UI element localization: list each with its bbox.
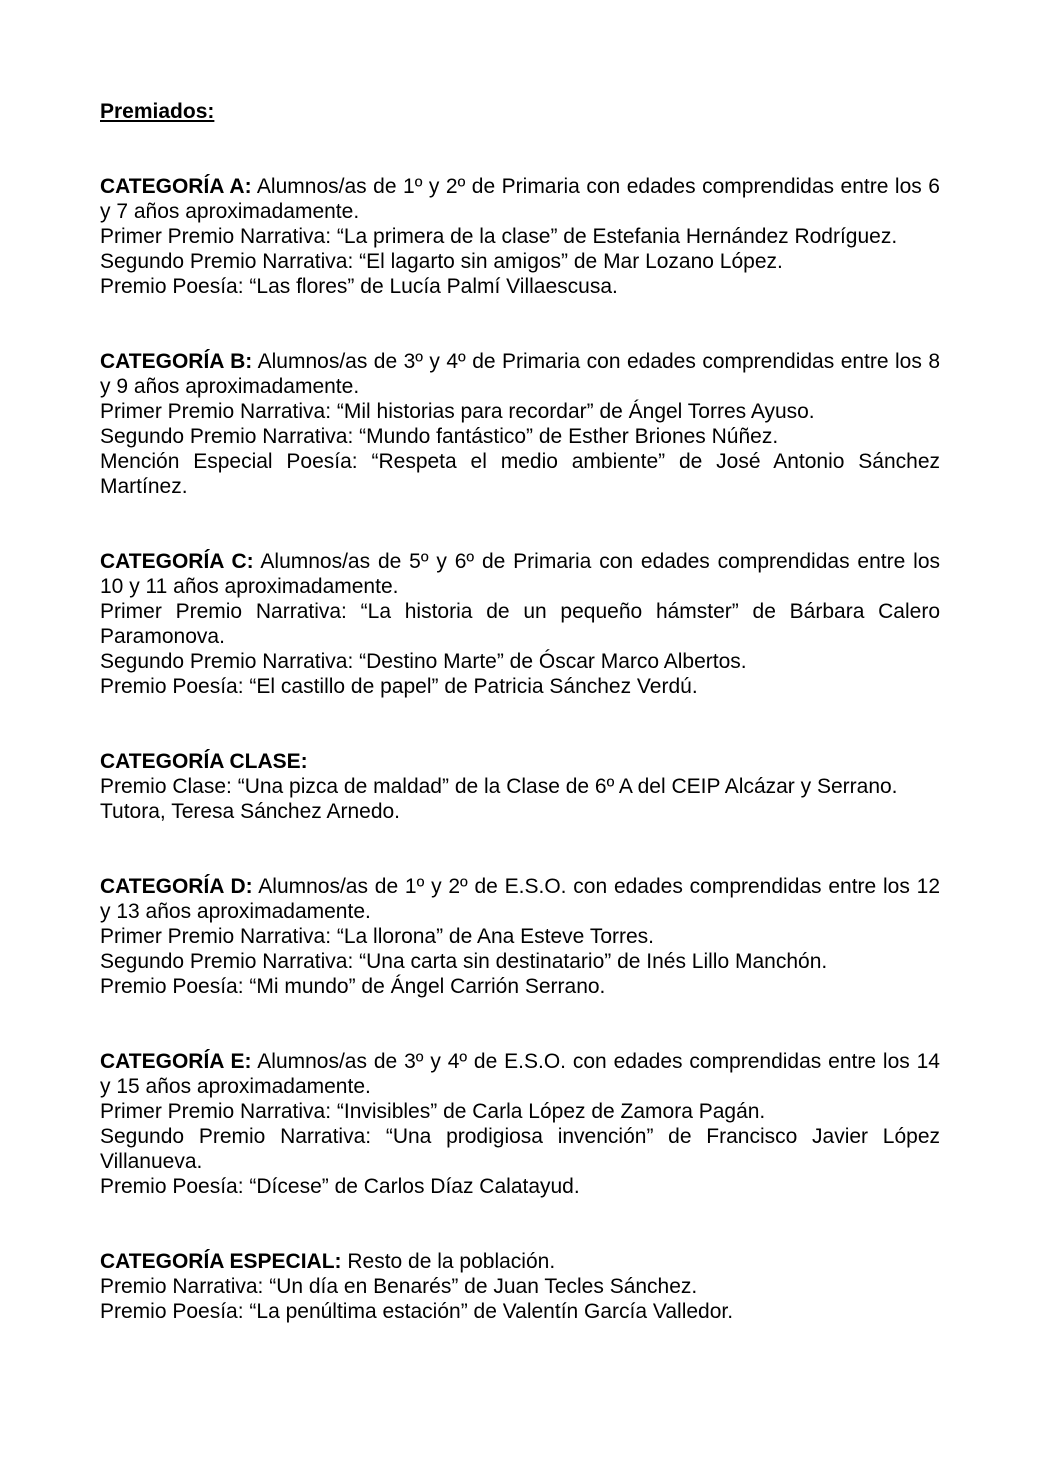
prize-line: Premio Poesía: “Las flores” de Lucía Palmí Villaescusa.	[100, 275, 618, 298]
section-categoria-d	[100, 874, 940, 999]
prize-line: Segundo Premio Narrativa: “Una carta sin destinatario” de Inés Lillo Manchón.	[100, 950, 828, 973]
prize-line: Primer Premio Narrativa: “La llorona” de Ana Esteve Torres.	[100, 925, 654, 948]
section-categoria-especial	[100, 1249, 940, 1324]
prize-line: Mención Especial Poesía: “Respeta el medio ambiente” de José Antonio Sánchez Martínez.	[100, 450, 940, 498]
prize-line: Segundo Premio Narrativa: “Destino Marte” de Óscar Marco Albertos.	[100, 650, 747, 673]
prize-line: Primer Premio Narrativa: “Invisibles” de Carla López de Zamora Pagán.	[100, 1100, 766, 1123]
prize-line: Premio Poesía: “Dícese” de Carlos Díaz Calatayud.	[100, 1175, 580, 1198]
document-title	[100, 99, 940, 124]
category-label: CATEGORÍA A:	[100, 175, 252, 198]
category-label: CATEGORÍA ESPECIAL:	[100, 1250, 342, 1273]
prize-line: Primer Premio Narrativa: “La primera de la clase” de Estefania Hernández Rodríguez.	[100, 225, 898, 248]
section-categoria-a	[100, 174, 940, 299]
category-intro: Resto de la población.	[347, 1250, 556, 1273]
prize-line: Segundo Premio Narrativa: “Mundo fantástico” de Esther Briones Núñez.	[100, 425, 779, 448]
category-intro: Alumnos/as de 1º y 2º de E.S.O. con edades comprendidas entre los 12 y 13 años aproximadamente.	[100, 875, 940, 923]
category-label: CATEGORÍA C:	[100, 550, 254, 573]
category-heading	[100, 1049, 940, 1099]
category-intro: Alumnos/as de 3º y 4º de E.S.O. con edades comprendidas entre los 14 y 15 años aproximadamente.	[100, 1050, 940, 1098]
prize-line: Premio Clase: “Una pizca de maldad” de la Clase de 6º A del CEIP Alcázar y Serrano.	[100, 775, 898, 798]
prize-line: Segundo Premio Narrativa: “Una prodigiosa invención” de Francisco Javier López Villanueva.	[100, 1125, 940, 1173]
prize-line: Premio Narrativa: “Un día en Benarés” de Juan Tecles Sánchez.	[100, 1275, 698, 1298]
prize-line: Premio Poesía: “La penúltima estación” de Valentín García Valledor.	[100, 1300, 734, 1323]
prize-line: Tutora, Teresa Sánchez Arnedo.	[100, 800, 401, 823]
category-heading	[100, 174, 940, 224]
category-label: CATEGORÍA CLASE:	[100, 750, 308, 773]
category-label: CATEGORÍA E:	[100, 1050, 252, 1073]
prize-line: Premio Poesía: “El castillo de papel” de Patricia Sánchez Verdú.	[100, 675, 698, 698]
category-label: CATEGORÍA D:	[100, 875, 253, 898]
category-heading	[100, 349, 940, 399]
section-categoria-clase	[100, 749, 940, 824]
category-label: CATEGORÍA B:	[100, 350, 253, 373]
prize-line: Segundo Premio Narrativa: “El lagarto sin amigos” de Mar Lozano López.	[100, 250, 783, 273]
section-categoria-b	[100, 349, 940, 499]
prize-line: Primer Premio Narrativa: “La historia de un pequeño hámster” de Bárbara Calero Paramonova.	[100, 600, 940, 648]
category-intro: Alumnos/as de 5º y 6º de Primaria con edades comprendidas entre los 10 y 11 años aproximadamente.	[100, 550, 940, 598]
category-heading	[100, 749, 940, 774]
category-heading	[100, 549, 940, 599]
category-intro: Alumnos/as de 3º y 4º de Primaria con edades comprendidas entre los 8 y 9 años aproximadamente.	[100, 350, 941, 398]
document-title-text: Premiados:	[100, 100, 215, 123]
prize-line: Primer Premio Narrativa: “Mil historias para recordar” de Ángel Torres Ayuso.	[100, 400, 815, 423]
category-heading	[100, 874, 940, 924]
section-categoria-c	[100, 549, 940, 699]
category-heading	[100, 1249, 940, 1274]
section-categoria-e	[100, 1049, 940, 1199]
prize-line: Premio Poesía: “Mi mundo” de Ángel Carrión Serrano.	[100, 975, 606, 998]
category-intro: Alumnos/as de 1º y 2º de Primaria con edades comprendidas entre los 6 y 7 años aproximadamente.	[100, 175, 940, 223]
